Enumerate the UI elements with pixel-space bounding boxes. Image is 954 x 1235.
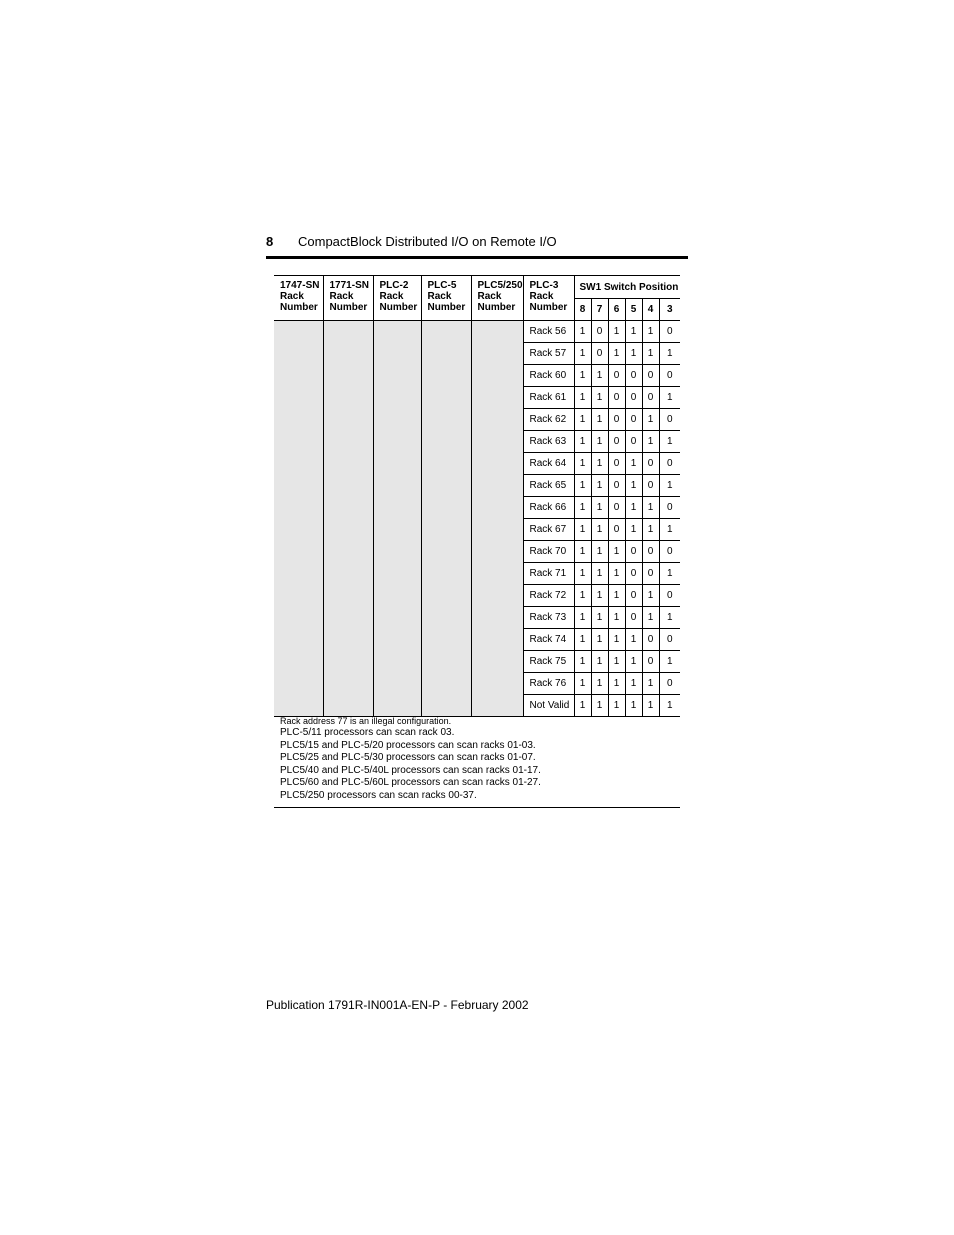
- switch-bit-cell: 0: [659, 409, 680, 431]
- switch-bit-cell: 1: [574, 409, 591, 431]
- column-header-line: 1747-SN: [280, 280, 320, 291]
- switch-bit-cell: 1: [574, 453, 591, 475]
- switch-bit-cell: 1: [659, 607, 680, 629]
- switch-bit-cell: 0: [625, 563, 642, 585]
- column-header-line: Number: [379, 302, 418, 313]
- switch-bit-cell: 1: [659, 695, 680, 717]
- switch-bit-cell: 1: [625, 651, 642, 673]
- switch-bit-cell: 0: [642, 651, 659, 673]
- switch-bit-cell: 0: [659, 321, 680, 343]
- switch-bit-cell: 1: [574, 629, 591, 651]
- switch-bit-cell: 1: [574, 519, 591, 541]
- switch-bit-cell: 1: [659, 563, 680, 585]
- switch-bit-cell: 1: [608, 541, 625, 563]
- switch-bit-cell: 1: [659, 343, 680, 365]
- switch-bit-cell: 1: [574, 585, 591, 607]
- rack-cell: Rack 64: [523, 453, 574, 475]
- switch-bit-cell: 1: [659, 387, 680, 409]
- switch-bit-cell: 1: [608, 563, 625, 585]
- switch-bit-cell: 1: [591, 541, 608, 563]
- empty-shaded-cell: [373, 321, 421, 717]
- switch-bit-cell: 1: [574, 563, 591, 585]
- switch-bit-cell: 0: [659, 585, 680, 607]
- switch-bit-cell: 1: [591, 519, 608, 541]
- switch-bit-cell: 1: [642, 695, 659, 717]
- switch-bit-cell: 1: [574, 365, 591, 387]
- switch-bit-cell: 1: [642, 673, 659, 695]
- column-header-line: Rack: [280, 291, 304, 302]
- switch-bit-cell: 1: [625, 497, 642, 519]
- switch-bit-cell: 1: [608, 673, 625, 695]
- switch-bit-cell: 1: [574, 431, 591, 453]
- table-notes: [280, 716, 541, 803]
- switch-bit-cell: 0: [608, 387, 625, 409]
- switch-bit-cell: 1: [591, 387, 608, 409]
- switch-bit-cell: 0: [642, 475, 659, 497]
- switch-bit-cell: 1: [608, 343, 625, 365]
- switch-bit-cell: 0: [608, 519, 625, 541]
- column-header-line: Number: [427, 302, 466, 313]
- switch-bit-cell: 1: [642, 431, 659, 453]
- column-header-line: Rack: [379, 291, 404, 302]
- note-line: PLC-5/11 processors can scan rack 03.: [280, 727, 455, 738]
- rack-cell: Rack 76: [523, 673, 574, 695]
- switch-bit-cell: 0: [642, 453, 659, 475]
- empty-shaded-cell: [323, 321, 373, 717]
- column-header-line: Number: [280, 302, 318, 313]
- switch-bit-header: 5: [625, 299, 642, 321]
- switch-bit-cell: 0: [608, 475, 625, 497]
- column-header-4: [471, 276, 523, 321]
- switch-bit-cell: 0: [642, 563, 659, 585]
- rack-cell: Rack 57: [523, 343, 574, 365]
- switch-bit-header: 4: [642, 299, 659, 321]
- switch-bit-cell: 1: [591, 651, 608, 673]
- switch-bit-cell: 0: [659, 541, 680, 563]
- column-header-line: Number: [477, 302, 516, 313]
- switch-bit-cell: 1: [608, 321, 625, 343]
- switch-bit-cell: 1: [574, 651, 591, 673]
- switch-position-header: SW1 Switch Position: [574, 276, 680, 299]
- column-header-line: Number: [329, 302, 368, 313]
- switch-bit-cell: 0: [659, 629, 680, 651]
- switch-bit-cell: 0: [625, 585, 642, 607]
- rack-cell: Rack 70: [523, 541, 574, 563]
- column-header-3: [421, 276, 471, 321]
- header-rule: [266, 256, 688, 259]
- switch-bit-cell: 0: [591, 343, 608, 365]
- switch-bit-cell: 1: [642, 497, 659, 519]
- switch-bit-cell: 0: [642, 541, 659, 563]
- switch-bit-cell: 1: [591, 585, 608, 607]
- switch-bit-cell: 1: [574, 475, 591, 497]
- rack-cell: Rack 60: [523, 365, 574, 387]
- rack-cell: Rack 56: [523, 321, 574, 343]
- switch-bit-cell: 0: [642, 629, 659, 651]
- table-bottom-rule: [274, 807, 680, 808]
- switch-bit-cell: 1: [574, 321, 591, 343]
- switch-bit-cell: 1: [591, 431, 608, 453]
- rack-switch-table: [274, 275, 680, 717]
- switch-bit-cell: 1: [659, 519, 680, 541]
- switch-bit-cell: 1: [591, 365, 608, 387]
- switch-bit-header: 7: [591, 299, 608, 321]
- switch-bit-header: 3: [659, 299, 680, 321]
- switch-bit-cell: 1: [591, 695, 608, 717]
- switch-bit-cell: 1: [659, 651, 680, 673]
- note-line: PLC5/250 processors can scan racks 00-37.: [280, 789, 477, 801]
- column-header-line: Rack: [329, 291, 354, 302]
- switch-bit-cell: 1: [591, 629, 608, 651]
- switch-bit-cell: 1: [574, 695, 591, 717]
- page-title: CompactBlock Distributed I/O on Remote I/O: [298, 234, 557, 249]
- switch-bit-cell: 0: [625, 365, 642, 387]
- switch-bit-cell: 0: [625, 607, 642, 629]
- publication-footer: Publication 1791R-IN001A-EN-P - February 2002: [266, 998, 529, 1012]
- switch-bit-cell: 1: [625, 321, 642, 343]
- switch-bit-cell: 1: [574, 497, 591, 519]
- switch-bit-cell: 1: [591, 563, 608, 585]
- switch-bit-cell: 1: [608, 651, 625, 673]
- switch-bit-cell: 1: [659, 475, 680, 497]
- switch-bit-cell: 1: [574, 343, 591, 365]
- switch-bit-cell: 1: [608, 695, 625, 717]
- column-header-0: [274, 276, 323, 321]
- switch-bit-cell: 1: [642, 343, 659, 365]
- column-header-2: [373, 276, 421, 321]
- switch-bit-cell: 1: [625, 673, 642, 695]
- rack-cell: Rack 74: [523, 629, 574, 651]
- switch-bit-cell: 1: [625, 695, 642, 717]
- column-header-line: PLC-2: [379, 280, 409, 291]
- switch-bit-cell: 0: [625, 431, 642, 453]
- rack-cell: Not Valid: [523, 695, 574, 717]
- empty-shaded-cell: [421, 321, 471, 717]
- table-body: [274, 321, 680, 717]
- switch-bit-cell: 1: [659, 431, 680, 453]
- note-line: PLC5/15 and PLC-5/20 processors can scan racks 01-03.: [280, 739, 536, 751]
- switch-bit-cell: 0: [608, 431, 625, 453]
- switch-bit-cell: 1: [591, 409, 608, 431]
- column-header-line: PLC5/250: [477, 280, 523, 291]
- switch-bit-header: 6: [608, 299, 625, 321]
- note-line: PLC5/40 and PLC-5/40L processors can scan racks 01-17.: [280, 764, 541, 776]
- column-header-line: Rack: [427, 291, 452, 302]
- switch-bit-cell: 1: [574, 673, 591, 695]
- column-header-1: [323, 276, 373, 321]
- switch-bit-cell: 1: [625, 629, 642, 651]
- switch-bit-cell: 0: [642, 387, 659, 409]
- switch-bit-cell: 1: [642, 607, 659, 629]
- switch-bit-cell: 1: [642, 321, 659, 343]
- switch-bit-cell: 1: [625, 343, 642, 365]
- switch-bit-cell: 0: [642, 365, 659, 387]
- column-header-5: [523, 276, 574, 321]
- switch-bit-cell: 1: [574, 607, 591, 629]
- note-line: PLC5/60 and PLC-5/60L processors can scan racks 01-27.: [280, 777, 541, 789]
- table-header-row: [274, 276, 680, 299]
- switch-bit-cell: 1: [591, 497, 608, 519]
- switch-bit-cell: 1: [608, 629, 625, 651]
- switch-bit-cell: 0: [659, 365, 680, 387]
- column-header-line: Rack: [529, 291, 554, 302]
- rack-cell: Rack 61: [523, 387, 574, 409]
- switch-bit-cell: 0: [608, 453, 625, 475]
- rack-cell: Rack 66: [523, 497, 574, 519]
- switch-bit-cell: 1: [625, 519, 642, 541]
- switch-bit-cell: 1: [591, 673, 608, 695]
- rack-cell: Rack 71: [523, 563, 574, 585]
- switch-bit-cell: 1: [642, 585, 659, 607]
- column-header-line: Number: [529, 302, 568, 313]
- switch-bit-cell: 1: [608, 607, 625, 629]
- column-header-line: PLC-3: [529, 280, 559, 291]
- column-header-line: PLC-5: [427, 280, 457, 291]
- switch-bit-cell: 0: [659, 453, 680, 475]
- empty-shaded-cell: [274, 321, 323, 717]
- switch-bit-cell: 0: [608, 409, 625, 431]
- switch-bit-cell: 1: [625, 453, 642, 475]
- rack-cell: Rack 62: [523, 409, 574, 431]
- rack-cell: Rack 63: [523, 431, 574, 453]
- switch-bit-cell: 1: [642, 409, 659, 431]
- switch-bit-cell: 0: [608, 497, 625, 519]
- rack-cell: Rack 67: [523, 519, 574, 541]
- switch-bit-cell: 1: [591, 607, 608, 629]
- switch-bit-cell: 0: [625, 541, 642, 563]
- switch-bit-cell: 0: [659, 673, 680, 695]
- switch-bit-cell: 1: [574, 541, 591, 563]
- switch-bit-cell: 1: [642, 519, 659, 541]
- column-header-line: Rack: [477, 291, 502, 302]
- switch-bit-cell: 1: [608, 585, 625, 607]
- switch-bit-cell: 1: [591, 475, 608, 497]
- switch-bit-cell: 0: [625, 387, 642, 409]
- rack-cell: Rack 75: [523, 651, 574, 673]
- switch-bit-cell: 0: [591, 321, 608, 343]
- rack-cell: Rack 65: [523, 475, 574, 497]
- rack-switch-table-container: [274, 275, 680, 717]
- switch-bit-cell: 1: [591, 453, 608, 475]
- rack-cell: Rack 73: [523, 607, 574, 629]
- switch-bit-cell: 1: [625, 475, 642, 497]
- note-line: PLC5/25 and PLC-5/30 processors can scan racks 01-07.: [280, 752, 536, 764]
- switch-bit-cell: 0: [608, 365, 625, 387]
- table-row: [274, 321, 680, 343]
- column-header-line: 1771-SN: [329, 280, 369, 291]
- empty-shaded-cell: [471, 321, 523, 717]
- switch-bit-cell: 0: [659, 497, 680, 519]
- switch-bit-cell: 0: [625, 409, 642, 431]
- page-number: 8: [266, 234, 274, 249]
- switch-bit-cell: 1: [574, 387, 591, 409]
- rack-cell: Rack 72: [523, 585, 574, 607]
- note-line: Rack address 77 is an illegal configuration.: [280, 716, 452, 726]
- switch-bit-header: 8: [574, 299, 591, 321]
